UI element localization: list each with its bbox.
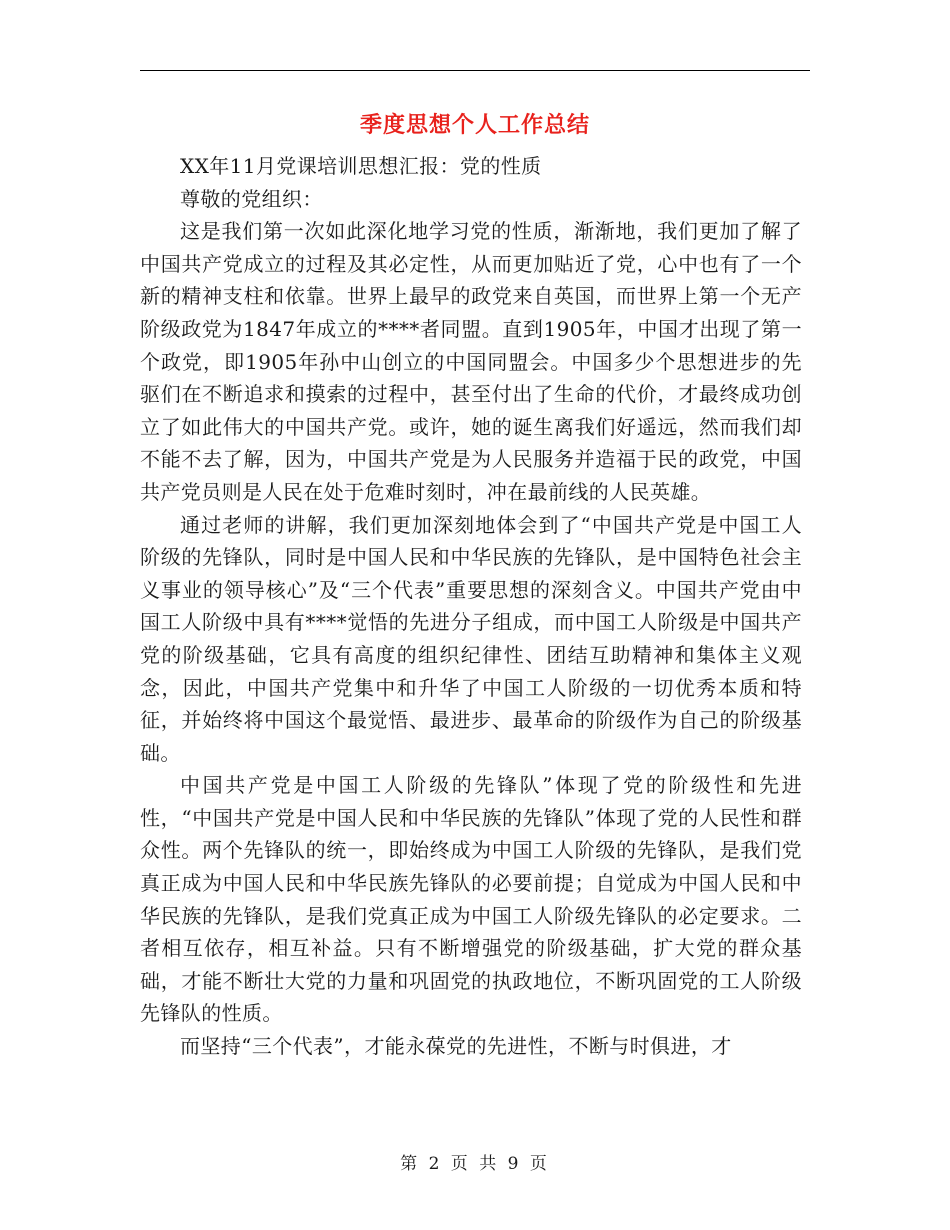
body-paragraph: 中国共产党是中国工人阶级的先锋队”体现了党的阶级性和先进性，“中国共产党是中国人民和中华民族的先锋队”体现了党的人民性和群众性。两个先锋队的统一，即始终成为中国工人阶级的先锋队，是我们党真正成为中国人民和中华民族先锋队的必要前提；自觉成为中国人民和中华民族的先锋队，是我们党真正成为中国工人阶级先锋队的必定要求。二者相互依存，相互补益。只有不断增强党的阶级基础，扩大党的群众基础，才能不断壮大党的力量和巩固党的执政地位，不断巩固党的工人阶级先锋队的性质。 [140, 773, 802, 1026]
salutation-line: 尊敬的党组织： [180, 186, 323, 211]
body-paragraph: 通过老师的讲解，我们更加深刻地体会到了“中国共产党是中国工人阶级的先锋队，同时是中国人民和中华民族的先锋队，是中国特色社会主义事业的领导核心”及“三个代表”重要思想的深刻含义。中国共产党由中国工人阶级中具有****觉悟的先进分子组成，而中国工人阶级是中国共产党的阶级基础，它具有高度的组织纪律性、团结互助精神和集体主义观念，因此，中国共产党集中和升华了中国工人阶级的一切优秀本质和特征，并始终将中国这个最觉悟、最进步、最革命的阶级作为自己的阶级基础。 [140, 512, 802, 765]
page-number-footer: 第 2 页 共 9 页 [400, 1154, 550, 1174]
document-title: 季度思想个人工作总结 [359, 112, 590, 138]
header-rule [140, 70, 810, 71]
document-body [140, 150, 802, 1063]
body-paragraph: 而坚持“三个代表”，才能永葆党的先进性，不断与时俱进，才 [180, 1034, 732, 1059]
body-paragraph: 这是我们第一次如此深化地学习党的性质，渐渐地，我们更加了解了中国共产党成立的过程及其必定性，从而更加贴近了党，心中也有了一个新的精神支柱和依靠。世界上最早的政党来自英国，而世界上第一个无产阶级政党为1847年成立的****者同盟。直到1905年，中国才出现了第一个政党，即1905年孙中山创立的中国同盟会。中国多少个思想进步的先驱们在不断追求和摸索的过程中，甚至付出了生命的代价，才最终成功创立了如此伟大的中国共产党。或许，她的诞生离我们好遥远，然而我们却不能不去了解，因为，中国共产党是为人民服务并造福于民的政党，中国共产党员则是人民在处于危难时刻时，冲在最前线的人民英雄。 [140, 219, 802, 504]
subtitle-line: XX年11月党课培训思想汇报：党的性质 [180, 154, 542, 178]
